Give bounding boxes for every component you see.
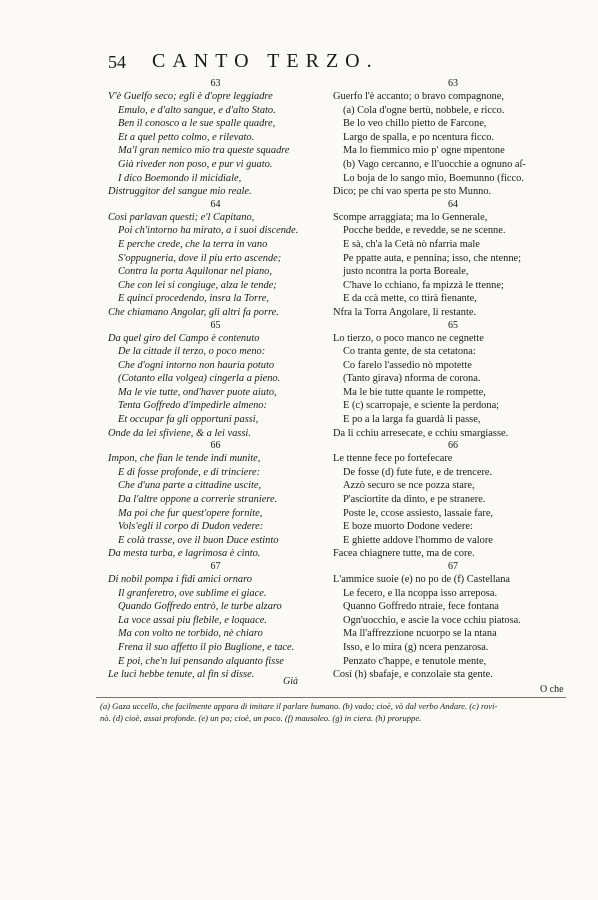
neapolitan-verse-line: Be lo veo chillo pietto de Farcone, xyxy=(343,118,487,130)
footnotes xyxy=(100,700,570,724)
neapolitan-verse-line: (b) Vago cercanno, e ll'uocchie a ognuno aſ- xyxy=(343,158,526,170)
neapolitan-verse-line: E po a la larga fa guardà li passe, xyxy=(343,414,481,426)
stanza xyxy=(333,440,573,561)
italian-verse-line: Il granferetro, ove sublime ei giace. xyxy=(118,587,267,599)
italian-verse-line: Da l'altre oppone a correrie straniere. xyxy=(118,494,278,506)
neapolitan-verse-line: Da li cchiu arresecate, e cchiu smargiasse. xyxy=(333,427,509,439)
stanza xyxy=(108,440,323,561)
italian-verse-line: Quando Goffredo entrò, le turbe alzaro xyxy=(118,601,282,613)
stanza-number: 64 xyxy=(210,198,221,210)
stanza-number: 66 xyxy=(210,440,221,452)
italian-verse-line: Ma con volto ne torbido, nè chiaro xyxy=(118,628,263,640)
neapolitan-verse-line: P'asciortite da dinto, e pe stranere. xyxy=(343,494,486,506)
italian-verse-line: E di fosse profonde, e di trinciere: xyxy=(118,466,261,478)
italian-verse-line: Poi ch'intorno ha mirato, a i suoi discende. xyxy=(118,225,299,237)
stanza xyxy=(108,320,323,441)
italian-verse-line: Emulo, e d'alto sangue, e d'alto Stato. xyxy=(118,104,276,116)
stanza-number: 65 xyxy=(210,319,221,331)
neapolitan-verse-line: Quanno Goffredo ntraie, fece fontana xyxy=(343,601,499,613)
italian-verse-line: Che con lei si congiuge, alza le tende; xyxy=(118,279,277,291)
neapolitan-verse-line: Scompe arraggiata; ma lo Gennerale, xyxy=(333,211,488,223)
neapolitan-verse-line: Dico; pe chi vao sperta pe sto Munno. xyxy=(333,186,492,198)
neapolitan-verse-line: Cosí (h) sbafaje, e conzolaie sta gente. xyxy=(333,669,493,681)
stanza xyxy=(333,561,573,682)
italian-verse-line: Ma le vie tutte, ond'haver puote aiuto, xyxy=(118,386,277,398)
neapolitan-verse-line: Co tranta gente, de sta cetatona: xyxy=(343,346,476,358)
neapolitan-verse-line: Azzò securo se nce pozza stare, xyxy=(343,480,475,492)
italian-verse-line: Ben il conosco a le sue spalle quadre, xyxy=(118,118,276,130)
neapolitan-verse-line: Ogn'uocchio, e ascie la voce cchiu piatosa. xyxy=(343,614,521,626)
italian-verse-line: Che chiamano Angolar, gli altri fa porre. xyxy=(108,306,279,318)
neapolitan-verse-line: (a) Cola d'ogne bertù, nobbele, e ricco. xyxy=(343,104,505,116)
italian-verse-line: S'oppugneria, dove il piu erto ascende; xyxy=(118,252,282,264)
catchword-right: O che xyxy=(540,684,564,695)
footnote-line: (a) Gaza uccello, che facilmente appara di imitare il parlare humano. (b) vado; cioè, vò dal verbo Andare. (c) rovi- xyxy=(100,701,498,711)
italian-verse-line: Che d'ogni intorno non hauria potuto xyxy=(118,359,275,371)
italian-verse-line: Così parlavan questi; e'l Capitano, xyxy=(108,211,255,223)
catchword-left: Già xyxy=(283,676,298,687)
neapolitan-verse-line: E ghiette addove l'hommo de valore xyxy=(343,534,493,546)
neapolitan-verse-line: Pe ppatte auta, e pennina; isso, che ntenne; xyxy=(343,252,522,264)
footnote-rule xyxy=(96,697,566,698)
italian-verse-line: Da quel giro del Campo è contenuto xyxy=(108,332,260,344)
stanza-number: 64 xyxy=(448,198,458,210)
neapolitan-verse-line: E boze muorto Dodone vedere: xyxy=(343,521,473,533)
stanza-number: 66 xyxy=(448,440,458,452)
italian-verse-line: Contra la porta Aquilonar nel piano, xyxy=(118,266,272,278)
neapolitan-verse-line: L'ammice suoie (e) no po de (f) Castellana xyxy=(333,574,511,585)
stanza-number: 65 xyxy=(448,319,458,331)
neapolitan-verse-line: E da ccà mette, co ttirà fienante, xyxy=(343,293,477,305)
italian-verse-line: La voce assai piu flebile, e loquace. xyxy=(118,614,267,626)
neapolitan-verse-line: Largo de spalla, e po ncentura ficco. xyxy=(343,131,494,143)
neapolitan-verse-line: Nfra la Torra Angolare, li restante. xyxy=(333,306,477,318)
neapolitan-verse-line: Lo tierzo, o poco manco ne cegnette xyxy=(333,332,484,344)
neapolitan-verse-line: Le ttenne fece po fortefecare xyxy=(333,453,453,465)
neapolitan-verse-line: Poste le, ccose assiesto, lassaie fare, xyxy=(343,507,494,519)
stanza xyxy=(333,320,573,441)
italian-verse-line: E perche crede, che la terra in vano xyxy=(118,238,268,250)
italian-verse-line: Onde da lei sfiviene, & a lei vassi. xyxy=(108,427,251,439)
italian-verse-line: V'è Guelfo seco; egli è d'opre leggiadre xyxy=(108,91,273,102)
italian-verse-line: E quinci procedendo, insra la Torre, xyxy=(118,293,269,305)
italian-verse-line: E poi, che'n lui pensando alquanto fisse xyxy=(118,655,284,667)
italian-verse-line: Tenta Goffredo d'impedirle almeno: xyxy=(118,400,267,412)
stanza xyxy=(108,199,323,320)
italian-verse-line: Le luci hebbe tenute, al fin si disse. xyxy=(108,669,255,681)
stanza xyxy=(333,199,573,320)
neapolitan-verse-line: Ma lo fiemmico mio p' ogne mpentone xyxy=(343,145,505,157)
italian-verse-line: Già riveder non poso, e pur vi guato. xyxy=(118,158,273,170)
italian-verse-line: Frena il suo affetto il pio Buglione, e tace. xyxy=(118,641,295,653)
italian-verse-line: Ma poi che fur quest'opere fornite, xyxy=(118,507,263,519)
page-number: 54 xyxy=(108,52,126,72)
italian-verse-line: Et occupar fa gli opportuni passi, xyxy=(118,414,259,426)
neapolitan-verse-line: De fosse (d) fute fute, e de trencere. xyxy=(343,466,493,478)
italian-verse-line: De la cittade il terzo, o poco meno: xyxy=(118,346,266,358)
neapolitan-verse-line: Isso, e lo mira (g) ncera penzarosa. xyxy=(343,641,489,653)
neapolitan-verse-line: Co farelo l'assedio nò mpotette xyxy=(343,359,472,371)
neapolitan-verse-line: Guerfo l'è accanto; o bravo compagnone, xyxy=(333,91,504,102)
footnote-line: nò. (d) cioè, assai profonde. (e) un po; cioè, un poco. (f) mausoleo. (g) in ciera. (h) proruppe. xyxy=(100,713,422,723)
italian-verse-line: (Cotanto ella volgea) cingerla a pieno. xyxy=(118,373,281,385)
neapolitan-verse-line: Pocche bedde, e revedde, se ne scenne. xyxy=(343,225,506,237)
neapolitan-verse-line: Ma ll'affrezzione ncuorpo se la ntana xyxy=(343,628,497,640)
italian-verse-line: Et a quel petto colmo, e rilevato. xyxy=(118,131,255,143)
italian-verse-line: Distruggitor del sangue mio reale. xyxy=(108,186,252,198)
stanza xyxy=(108,561,323,682)
neapolitan-verse-line: Ma le bie tutte quante le rompette, xyxy=(343,386,486,398)
italian-verse-line: I dico Boemondo il micidiale, xyxy=(118,172,242,184)
neapolitan-verse-line: C'have lo cchiano, fa mpizzà le ttenne; xyxy=(343,279,504,291)
neapolitan-verse-line: (Tanto girava) nforma de corona. xyxy=(343,373,481,385)
stanza-number: 63 xyxy=(210,78,221,89)
neapolitan-verse-line: justo ncontra la porta Boreale, xyxy=(343,266,469,278)
neapolitan-verse-line: Facea chiagnere tutte, ma de core. xyxy=(333,548,475,560)
italian-verse-line: Da mesta turba, e lagrimosa è cinto. xyxy=(108,548,261,560)
stanza xyxy=(333,78,573,199)
italian-verse-line: Vols'egli il corpo di Dudon vedere: xyxy=(118,521,264,533)
running-head: CANTO TERZO. xyxy=(152,50,379,72)
neapolitan-verse-line: E (c) scarropaje, e sciente la perdona; xyxy=(343,400,500,412)
italian-column xyxy=(108,78,323,682)
stanza-number: 63 xyxy=(448,78,458,89)
italian-verse-line: Impon, che fian le tende indi munite, xyxy=(108,453,261,465)
italian-verse-line: Che d'una parte a cittadine uscite, xyxy=(118,480,262,492)
italian-verse-line: E colà trasse, ove il buon Duce estinto xyxy=(118,534,279,546)
italian-verse-line: Di nobil pompa i fidi amici ornaro xyxy=(108,574,252,585)
italian-verse-line: Ma'l gran nemico mio tra queste squadre xyxy=(118,145,290,157)
page-header xyxy=(108,52,488,76)
neapolitan-verse-line: E sà, ch'a la Cetà nò nfarria male xyxy=(343,238,480,250)
stanza xyxy=(108,78,323,199)
neapolitan-verse-line: Le fecero, e lla ncoppa isso arreposa. xyxy=(343,587,498,599)
neapolitan-verse-line: Lo boja de lo sango mio, Boemunno (ficco. xyxy=(343,172,524,184)
neapolitan-column xyxy=(333,78,573,682)
stanza-number: 67 xyxy=(210,561,221,572)
stanza-number: 67 xyxy=(448,561,458,572)
neapolitan-verse-line: Penzato c'happe, e tenutole mente, xyxy=(343,655,487,667)
